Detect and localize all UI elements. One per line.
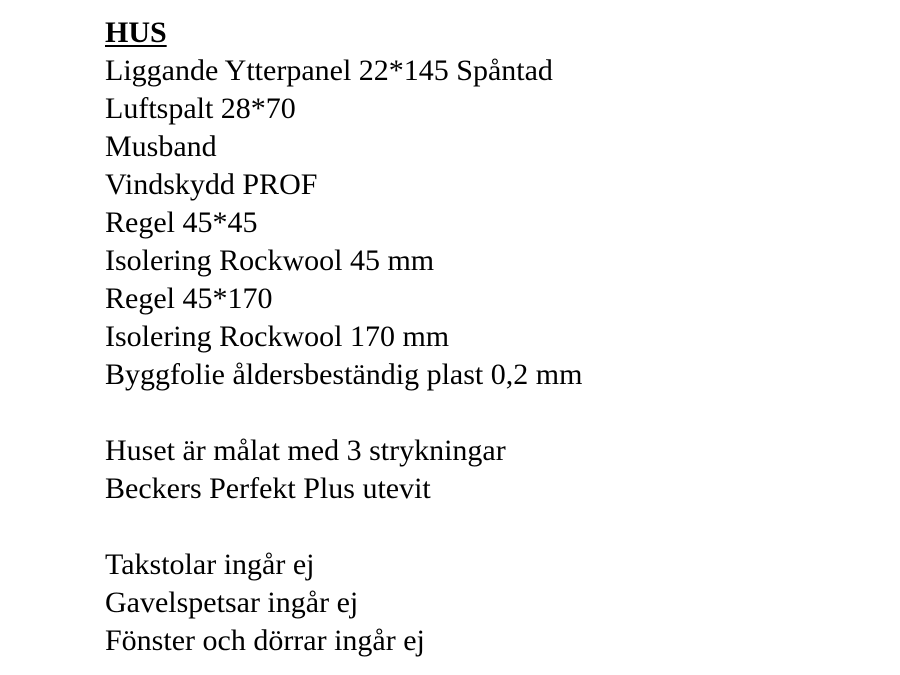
paragraph-spacer (105, 508, 900, 546)
exclusion-item: Fönster och dörrar ingår ej (105, 624, 425, 657)
material-item: Liggande Ytterpanel 22*145 Spåntad (105, 54, 553, 87)
paint-item: Beckers Perfekt Plus utevit (105, 472, 431, 505)
exclusion-item: Gavelspetsar ingår ej (105, 586, 359, 619)
material-item: Musband (105, 130, 217, 163)
document-heading: HUS (105, 16, 167, 49)
material-item: Byggfolie åldersbeständig plast 0,2 mm (105, 358, 583, 391)
material-item: Regel 45*45 (105, 206, 258, 239)
material-item: Regel 45*170 (105, 282, 273, 315)
material-item: Isolering Rockwool 170 mm (105, 320, 450, 353)
materials-list (105, 52, 900, 394)
paint-list (105, 432, 900, 508)
paragraph-spacer (105, 394, 900, 432)
material-item: Luftspalt 28*70 (105, 92, 296, 125)
exclusions-list (105, 546, 900, 660)
exclusion-item: Takstolar ingår ej (105, 548, 315, 581)
paint-item: Huset är målat med 3 strykningar (105, 434, 506, 467)
material-item: Vindskydd PROF (105, 168, 318, 201)
material-item: Isolering Rockwool 45 mm (105, 244, 435, 277)
